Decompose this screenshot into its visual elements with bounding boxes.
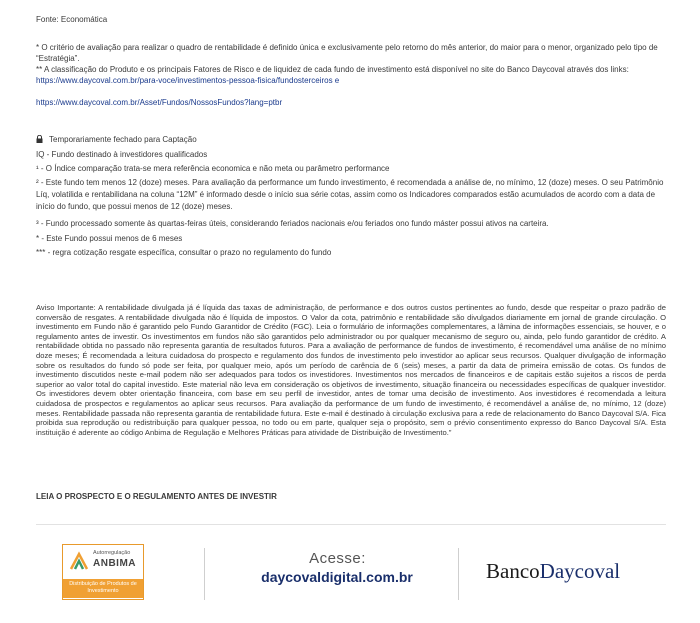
classificacao-text: ** A classificação do Produto e os principais Fatores de Risco e de liquidez de cada fundo de investimento está disponível no site do Banco Daycoval através dos links:	[36, 65, 629, 74]
daycoval-word: Daycoval	[539, 559, 621, 583]
banco-word: Banco	[486, 559, 540, 583]
note-4: * - Este Fundo possui menos de 6 meses	[36, 234, 183, 243]
link-nossos-fundos[interactable]: https://www.daycoval.com.br/Asset/Fundos/NossosFundos?lang=ptbr	[36, 98, 283, 107]
anbima-small-label: Autorregulação	[93, 550, 131, 556]
anbima-subtitle: Distribuição de Produtos de Investimento	[63, 579, 143, 598]
leia-prospecto: LEIA O PROSPECTO E O REGULAMENTO ANTES DE INVESTIR	[36, 492, 277, 501]
iq-legend: IQ - Fundo destinado à investidores qualificados	[36, 150, 208, 159]
note-2: ² - Este fundo tem menos 12 (doze) meses. Para avaliação da performance um fundo investimento, é recomendada a análise de, no mínimo, 12 (doze) meses. O seu Patrimônio Líq, volatilida e rentabilidana na coluna “12M” é informado desde o início sua série cotas, assim como os Indicadores comparados estão acumulados de acordo com a data de início do fundo, que possui menos de 12 (doze) meses.	[36, 178, 664, 211]
lock-icon	[36, 135, 43, 146]
anbima-brand: ANBIMA	[93, 558, 136, 569]
note-5: *** - regra cotização resgate específica, consultar o prazo no regulamento do fundo	[36, 248, 332, 257]
site-link[interactable]: daycovaldigital.com.br	[261, 569, 413, 585]
anbima-badge	[62, 544, 144, 600]
footer-separator-right	[458, 548, 459, 600]
banco-daycoval-logo	[486, 559, 620, 584]
aviso-importante: Aviso Importante: A rentabilidade divulgada já é líquida das taxas de administração, de performance e dos outros custos pertinentes ao fundo, desde que respeitar o prazo padrão de conversão de resgates. A rentabilidade divulgada não é líquida de impostos. O Valor da cota, patrimônio e rentabilidade são divulgados diariamente em jornal de grande circulação. O investimento em Fundo não é garantido pelo Fundo Garantidor de Crédito (FGC). Leia o formulário de informações complementares, a lâmina de informações essenciais, se houver, e o regulamento antes de investir. Os investimentos em fundos não são garantidos pelo administrador ou por qualquer mecanismo de seguro ou, ainda, pelo fundo garantidor de crédito. A rentabilidade obtida no passado não representa garantia de resultados futuros. Para a avaliação de performance de fundos de investimento, é recomendável uma análise de no mínimo doze meses; É recomendada a leitura cuidadosa do prospecto e regulamento dos fundos de investimento pelo investidor ao aplicar seus recursos. Qualquer divulgação de informação sobre os resultados do fundo só pode ser feita, por qualquer meio, após um período de carência de 6 (seis) meses, a partir da data de primeira emissão de cotas. Os fundos de investimento discutidos neste e-mail podem não ser adequados para todos os investidores. Investimentos nos mercados de financeiros e de capitais estão sujeitos a riscos de perda superior ao valor total do capital investido. Este material não leva em consideração os objetivos de investimento, situação financeira ou necessidades específicas de qualquer investidor. Os investidores devem obter orientação financeira, com base em seu perfil de investidor, antes de tomar uma decisão de investimento. Aos investidores é recomendada a leitura cuidadosa de prospectos e regulamentos ao aplicar seus recursos. Para avaliação da performance de um fundo de investimento, é recomendável a análise de, no mínimo, 12 (doze) meses. Rentabilidade passada não representa garantia de rentabilidade futura. Este e-mail é destinado à circulação exclusiva para a rede de relacionamento do Banco Daycoval S/A. Fica proibida sua reprodução ou redistribuição para qualquer pessoa, no todo ou em parte, qualquer seja o propósito, sem o prévio consentimento expresso do Banco Daycoval S/A. Esta instituição é aderente ao código Anbima de Regulação e Melhores Práticas para atividade de Distribuição de Investimento.”	[36, 303, 666, 437]
note-3: ³ - Fundo processado somente às quartas-feiras úteis, considerando feriados nacionais e/ou feriados ono fundo máster possui ativos na carteira.	[36, 219, 549, 228]
fechado-text: Temporariamente fechado para Captação	[49, 135, 197, 144]
acesse-label: Acesse:	[309, 550, 366, 567]
note-1: ¹ - O Índice comparação trata-se mera referência economica e não meta ou parâmetro performance	[36, 164, 390, 173]
footer-divider	[36, 524, 666, 525]
nossos-fundos-note	[36, 97, 282, 108]
classificacao-note	[36, 64, 666, 86]
criterio-note: * O critério de avaliação para realizar o quadro de rentabilidade é definido única e exclusivamente pelo retorno do mês anterior, do maior para o menor, organizado pelo tipo de “Estratégia”.	[36, 43, 658, 63]
anbima-logo-icon	[69, 551, 89, 576]
fonte-label: Fonte: Economática	[36, 15, 108, 24]
link-fundos-terceiros[interactable]: https://www.daycoval.com.br/para-voce/investimentos-pessoa-fisica/fundosterceiros e	[36, 76, 340, 85]
fechado-legend	[36, 134, 197, 146]
footer-separator-left	[204, 548, 205, 600]
